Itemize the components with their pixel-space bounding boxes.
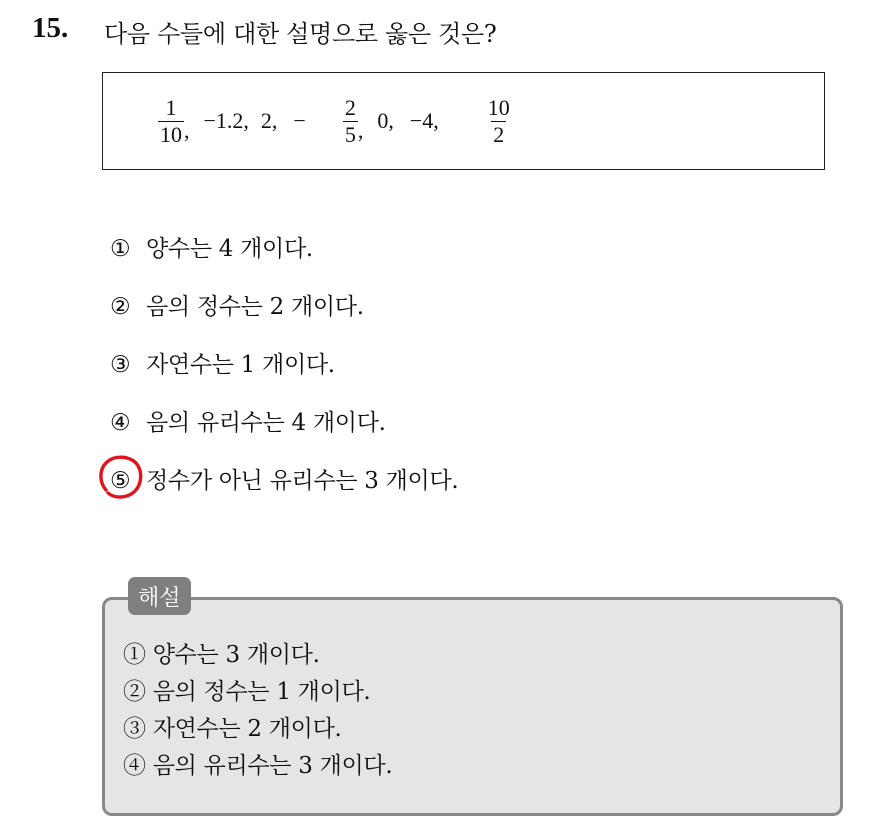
choice-text: 음의 유리수는 4 개이다. (146, 410, 386, 436)
number-item (125, 69, 190, 174)
fraction-denominator: 10 (160, 121, 182, 147)
choice-2[interactable] (110, 288, 364, 321)
answer-circle-icon (98, 454, 144, 500)
choice-text: 자연수는 1 개이다. (146, 352, 335, 378)
number-item (453, 69, 512, 174)
minus-sign: − (293, 108, 306, 133)
choice-3[interactable] (110, 346, 335, 379)
choice-marker: ① (110, 236, 131, 262)
number-item: 0, (377, 108, 394, 133)
number-item: −1.2, (203, 108, 249, 133)
fraction (486, 95, 512, 148)
solution-line: ② 음의 정수는 1 개이다. (123, 679, 371, 705)
solution-label: 해설 (128, 577, 191, 615)
solution-line: ① 양수는 3 개이다. (123, 642, 320, 668)
question-text: 다음 수들에 대한 설명으로 옳은 것은? (104, 20, 497, 48)
choice-4[interactable] (110, 404, 386, 437)
choice-text: 양수는 4 개이다. (146, 236, 313, 262)
fraction-denominator: 5 (344, 121, 356, 147)
number-item: −4, (409, 108, 439, 133)
solution-line: ④ 음의 유리수는 3 개이다. (123, 753, 393, 779)
choice-marker: ⑤ (110, 468, 131, 494)
solution-line: ③ 자연수는 2 개이다. (123, 716, 342, 742)
number-list (125, 91, 512, 151)
choice-marker: ③ (110, 352, 131, 378)
fraction-numerator: 2 (344, 94, 356, 120)
number-item: 2, (260, 108, 278, 133)
fraction-numerator: 1 (165, 94, 177, 120)
choice-5[interactable] (110, 462, 458, 495)
separator: , (184, 118, 190, 144)
choice-marker: ④ (110, 410, 131, 436)
choice-1[interactable] (110, 230, 313, 263)
question-number: 15. (32, 12, 69, 44)
fraction-denominator: 2 (493, 121, 505, 147)
solution-box (102, 597, 843, 816)
fraction-numerator: 10 (487, 94, 510, 120)
separator: , (357, 118, 364, 144)
choice-text: 음의 정수는 2 개이다. (146, 294, 364, 320)
fraction (343, 95, 358, 148)
choice-marker: ② (110, 294, 131, 320)
choice-text: 정수가 아닌 유리수는 3 개이다. (146, 468, 459, 494)
fraction (158, 95, 184, 148)
number-item (310, 69, 364, 174)
number-list-box (102, 72, 825, 170)
